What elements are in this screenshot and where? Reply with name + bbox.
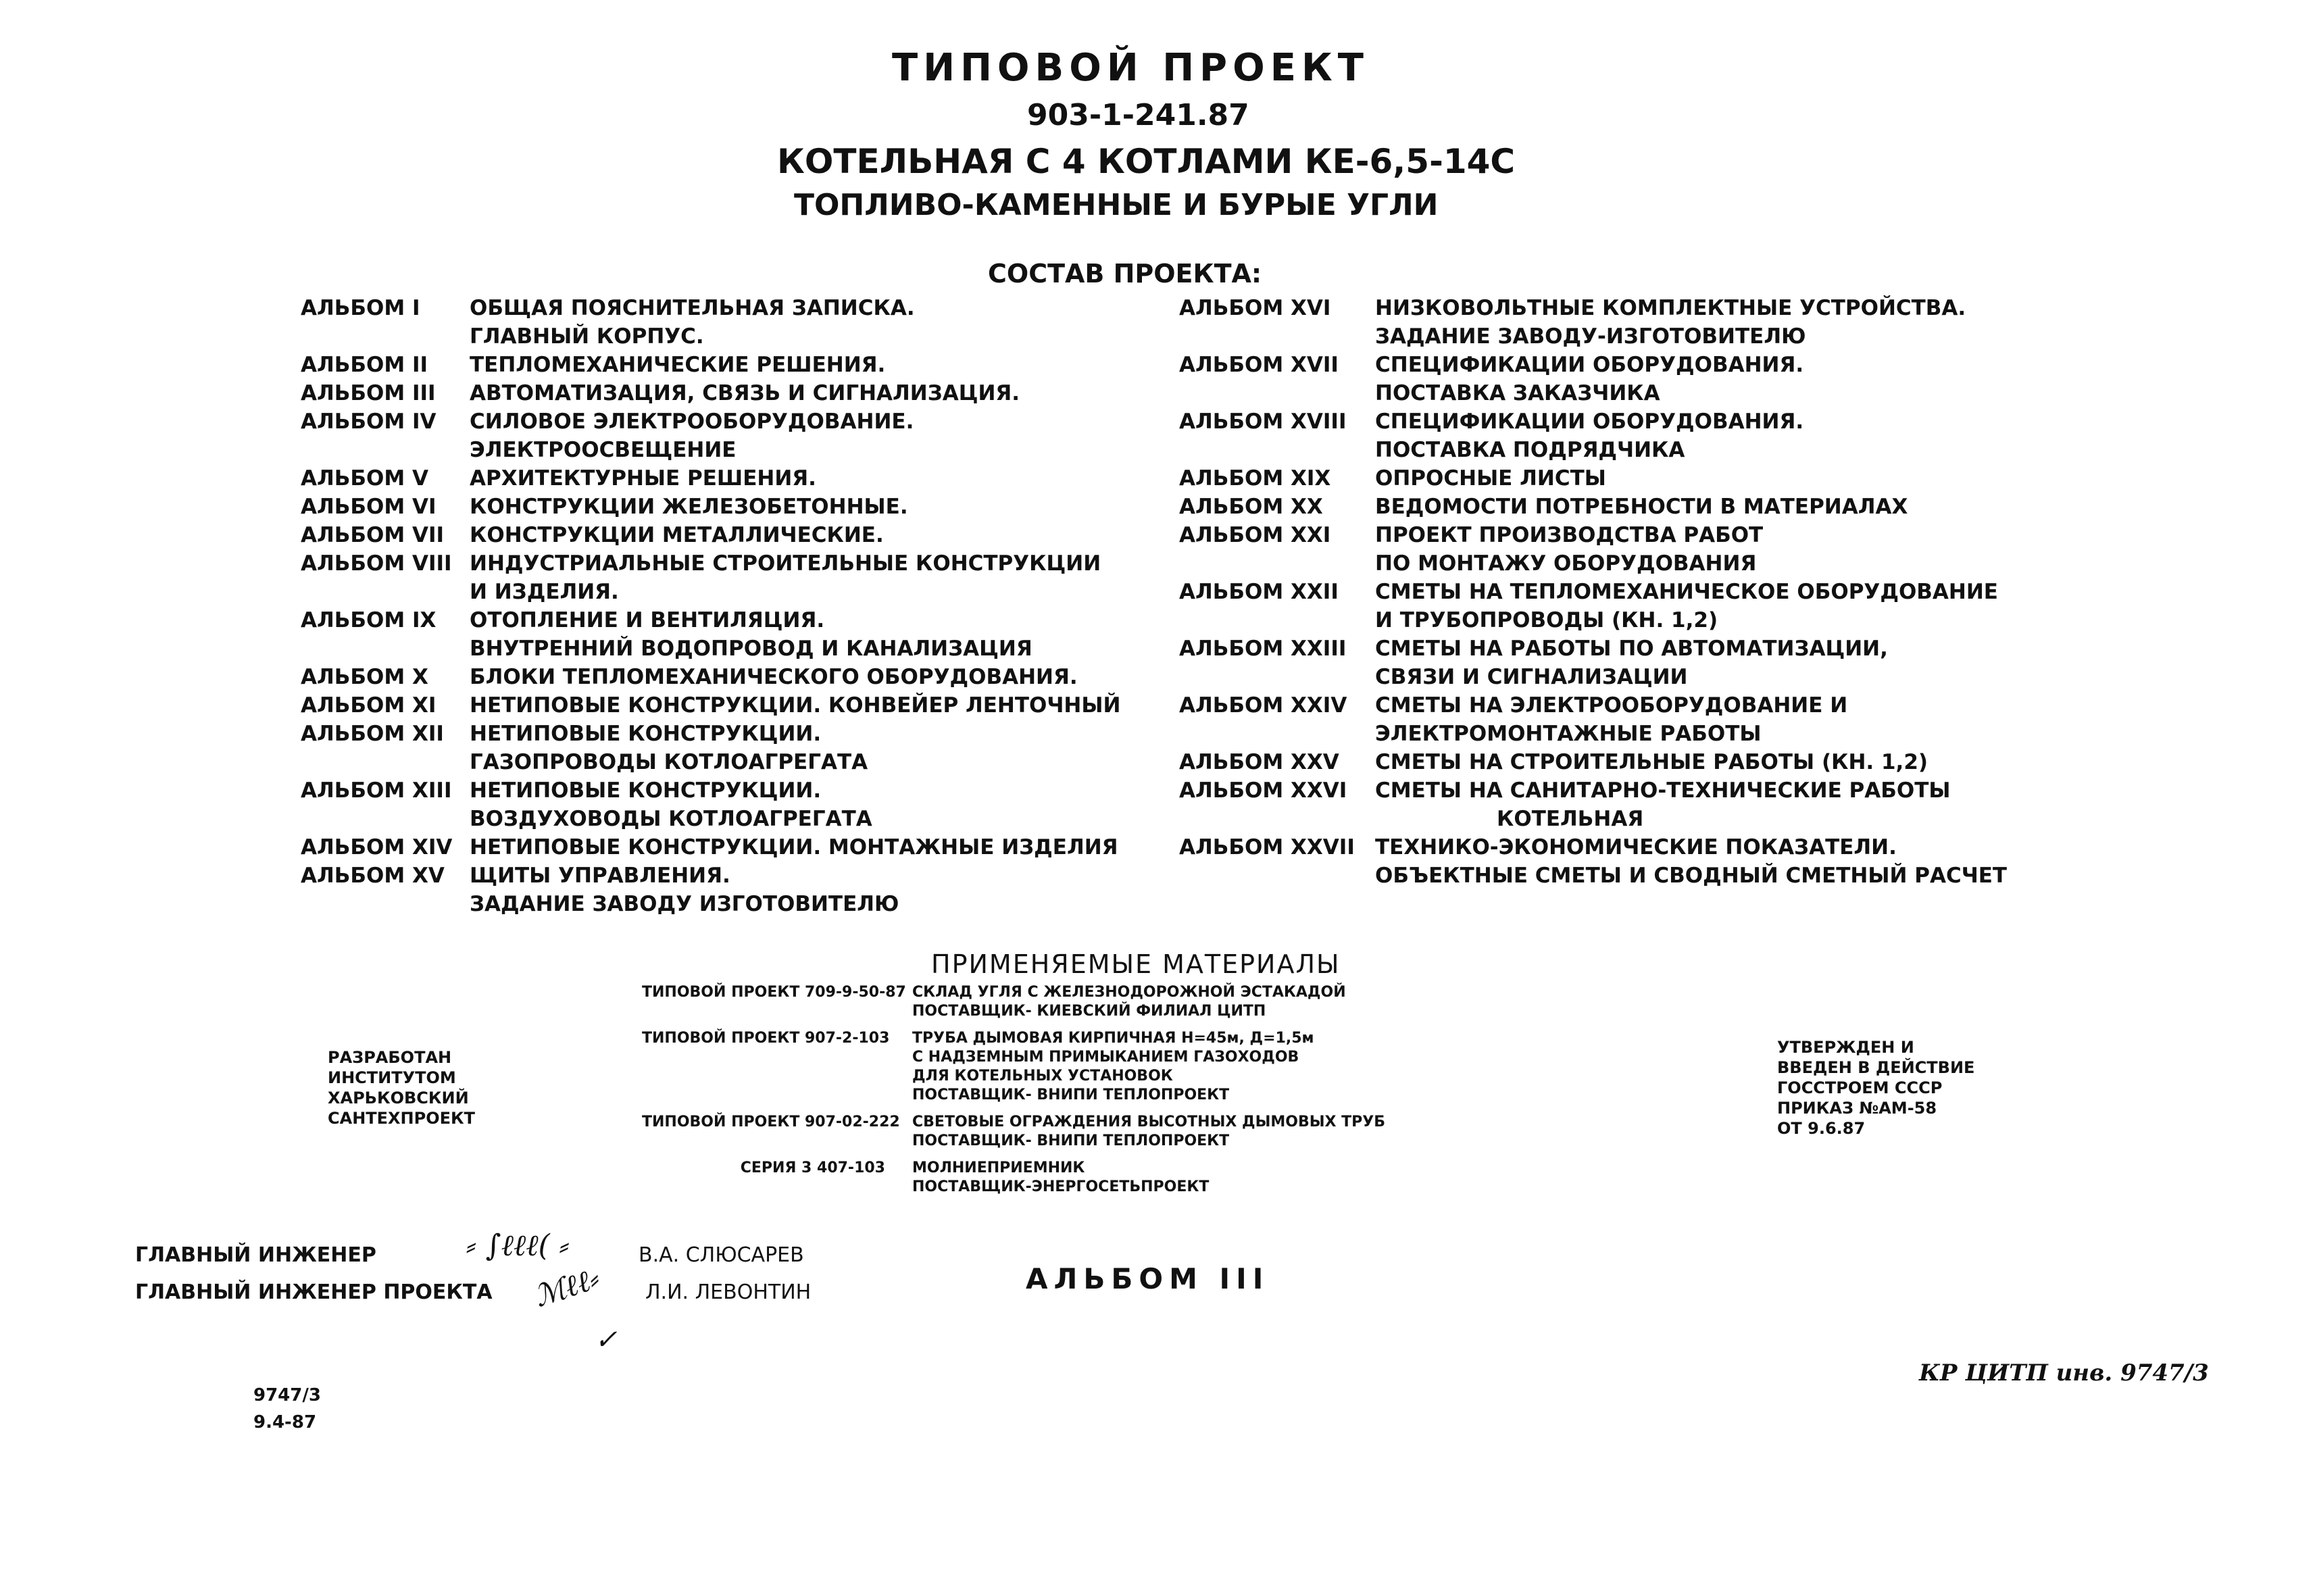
album-number: АЛЬБОМ V [301, 466, 428, 491]
album-description: НЕТИПОВЫЕ КОНСТРУКЦИИ. [470, 722, 822, 746]
chief-project-engineer-name: Л.И. ЛЕВОНТИН [645, 1280, 812, 1304]
material-reference: ТИПОВОЙ ПРОЕКТ 907-02-222 [642, 1114, 900, 1130]
album-number: АЛЬБОМ XIX [1179, 466, 1331, 491]
album-description: ЗАДАНИЕ ЗАВОДУ-ИЗГОТОВИТЕЛЮ [1375, 324, 1806, 349]
material-description: ПОСТАВЩИК-ЭНЕРГОСЕТЬПРОЕКТ [912, 1178, 1210, 1195]
album-description: БЛОКИ ТЕПЛОМЕХАНИЧЕСКОГО ОБОРУДОВАНИЯ. [470, 665, 1078, 689]
album-description: ПРОЕКТ ПРОИЗВОДСТВА РАБОТ [1375, 523, 1764, 547]
album-description: СПЕЦИФИКАЦИИ ОБОРУДОВАНИЯ. [1375, 353, 1804, 377]
album-description: НЕТИПОВЫЕ КОНСТРУКЦИИ. МОНТАЖНЫЕ ИЗДЕЛИЯ [470, 835, 1118, 859]
album-description: КОНСТРУКЦИИ ЖЕЛЕЗОБЕТОННЫЕ. [470, 495, 908, 519]
album-number: АЛЬБОМ XII [301, 722, 444, 746]
album-description: И ТРУБОПРОВОДЫ (КН. 1,2) [1375, 608, 1718, 632]
album-description: СМЕТЫ НА СТРОИТЕЛЬНЫЕ РАБОТЫ (КН. 1,2) [1375, 750, 1928, 774]
album-description: ОПРОСНЫЕ ЛИСТЫ [1375, 466, 1606, 491]
album-description: НИЗКОВОЛЬТНЫЕ КОМПЛЕКТНЫЕ УСТРОЙСТВА. [1375, 296, 1966, 320]
album-description: ЭЛЕКТРОМОНТАЖНЫЕ РАБОТЫ [1375, 722, 1762, 746]
album-number: АЛЬБОМ XIII [301, 778, 452, 803]
inventory-stamp [253, 1382, 321, 1436]
signature-mark: ✓ [595, 1324, 618, 1355]
album-number: АЛЬБОМ III [301, 381, 436, 405]
album-number: АЛЬБОМ I [301, 296, 420, 320]
developer-block [328, 1047, 475, 1128]
materials-title: ПРИМЕНЯЕМЫЕ МАТЕРИАЛЫ [931, 949, 1341, 979]
album-number: АЛЬБОМ XVII [1179, 353, 1339, 377]
album-description: НЕТИПОВЫЕ КОНСТРУКЦИИ. КОНВЕЙЕР ЛЕНТОЧНЫЙ [470, 693, 1121, 718]
album-description: ПОСТАВКА ПОДРЯДЧИКА [1375, 438, 1685, 462]
developer-line: РАЗРАБОТАН [328, 1048, 452, 1067]
album-description: ВОЗДУХОВОДЫ КОТЛОАГРЕГАТА [470, 807, 872, 831]
album-description: ВНУТРЕННИЙ ВОДОПРОВОД И КАНАЛИЗАЦИЯ [470, 637, 1032, 661]
albums-right-column [1179, 294, 2233, 936]
material-description: ПОСТАВЩИК- КИЕВСКИЙ ФИЛИАЛ ЦИТП [912, 1003, 1266, 1020]
album-number: АЛЬБОМ XXIII [1179, 637, 1347, 661]
album-description: ГАЗОПРОВОДЫ КОТЛОАГРЕГАТА [470, 750, 868, 774]
project-number: 903-1-241.87 [1027, 98, 1249, 132]
material-reference: СЕРИЯ 3 407-103 [740, 1159, 885, 1176]
approval-line: УТВЕРЖДЕН И [1777, 1038, 1914, 1057]
album-description: ЭЛЕКТРООСВЕЩЕНИЕ [470, 438, 737, 462]
albums-left-column [301, 294, 1159, 936]
album-description: ПО МОНТАЖУ ОБОРУДОВАНИЯ [1375, 551, 1757, 576]
developer-line: САНТЕХПРОЕКТ [328, 1109, 476, 1128]
album-description: ЩИТЫ УПРАВЛЕНИЯ. [470, 864, 730, 888]
composition-title: СОСТАВ ПРОЕКТА: [988, 259, 1262, 289]
album-number: АЛЬБОМ XXVI [1179, 778, 1347, 803]
album-number: АЛЬБОМ IV [301, 409, 437, 434]
inventory-stamp-line: 9747/3 [253, 1385, 321, 1405]
developer-line: ИНСТИТУТОМ [328, 1068, 456, 1087]
document-title: ТИПОВОЙ ПРОЕКТ [892, 46, 1369, 90]
material-description: ДЛЯ КОТЕЛЬНЫХ УСТАНОВОК [912, 1068, 1173, 1084]
album-number: АЛЬБОМ XXVII [1179, 835, 1355, 859]
album-description: СМЕТЫ НА САНИТАРНО-ТЕХНИЧЕСКИЕ РАБОТЫ [1375, 778, 1951, 803]
album-number: АЛЬБОМ XXII [1179, 580, 1339, 604]
album-description: СМЕТЫ НА ТЕПЛОМЕХАНИЧЕСКОЕ ОБОРУДОВАНИЕ [1375, 580, 1998, 604]
album-description: ОБЩАЯ ПОЯСНИТЕЛЬНАЯ ЗАПИСКА. [470, 296, 915, 320]
approval-line: ГОССТРОЕМ СССР [1777, 1078, 1943, 1097]
album-number: АЛЬБОМ XV [301, 864, 445, 888]
material-reference: ТИПОВОЙ ПРОЕКТ 907-2-103 [642, 1030, 890, 1047]
album-number: АЛЬБОМ VI [301, 495, 437, 519]
album-description: ТЕХНИКО-ЭКОНОМИЧЕСКИЕ ПОКАЗАТЕЛИ. [1375, 835, 1897, 859]
album-number: АЛЬБОМ XVI [1179, 296, 1331, 320]
album-number: АЛЬБОМ VII [301, 523, 445, 547]
developer-line: ХАРЬКОВСКИЙ [328, 1089, 469, 1107]
approval-line: ПРИКАЗ №АМ-58 [1777, 1099, 1937, 1118]
album-description: СМЕТЫ НА РАБОТЫ ПО АВТОМАТИЗАЦИИ, [1375, 637, 1888, 661]
album-description: ОТОПЛЕНИЕ И ВЕНТИЛЯЦИЯ. [470, 608, 825, 632]
album-description: ОБЪЕКТНЫЕ СМЕТЫ И СВОДНЫЙ СМЕТНЫЙ РАСЧЕТ [1375, 864, 2008, 888]
album-description: СВЯЗИ И СИГНАЛИЗАЦИИ [1375, 665, 1688, 689]
registry-stamp: КР ЦИТП инв. 9747/3 [1919, 1360, 2209, 1387]
album-number: АЛЬБОМ IX [301, 608, 437, 632]
inventory-stamp-line: 9.4-87 [253, 1412, 317, 1432]
chief-engineer-name: В.А. СЛЮСАРЕВ [639, 1243, 804, 1267]
album-description: СМЕТЫ НА ЭЛЕКТРООБОРУДОВАНИЕ И [1375, 693, 1848, 718]
album-description: ПОСТАВКА ЗАКАЗЧИКА [1375, 381, 1660, 405]
album-heading: КОТЕЛЬНАЯ [1497, 807, 1644, 831]
album-description: ТЕПЛОМЕХАНИЧЕСКИЕ РЕШЕНИЯ. [470, 353, 886, 377]
album-number: АЛЬБОМ XXI [1179, 523, 1331, 547]
album-description: СПЕЦИФИКАЦИИ ОБОРУДОВАНИЯ. [1375, 409, 1804, 434]
album-number: АЛЬБОМ XXIV [1179, 693, 1347, 718]
materials-list [642, 983, 1656, 1253]
album-number: АЛЬБОМ II [301, 353, 428, 377]
signature-mark: ⸗ ∫ℓℓℓ( ⸗ [466, 1228, 570, 1263]
approval-line: ОТ 9.6.87 [1777, 1119, 1866, 1138]
album-description: ГЛАВНЫЙ КОРПУС. [470, 324, 704, 349]
album-description: ЗАДАНИЕ ЗАВОДУ ИЗГОТОВИТЕЛЮ [470, 892, 899, 916]
signature-mark: ℳℓℓ⸗ [530, 1261, 604, 1314]
chief-engineer-role: ГЛАВНЫЙ ИНЖЕНЕР [135, 1243, 376, 1267]
album-number: АЛЬБОМ XXV [1179, 750, 1339, 774]
album-label: АЛЬБОМ III [1026, 1262, 1270, 1295]
album-number: АЛЬБОМ XX [1179, 495, 1323, 519]
album-description: НЕТИПОВЫЕ КОНСТРУКЦИИ. [470, 778, 822, 803]
material-description: СКЛАД УГЛЯ С ЖЕЛЕЗНОДОРОЖНОЙ ЭСТАКАДОЙ [912, 984, 1346, 1001]
approval-block [1777, 1037, 1974, 1139]
fuel-type: ТОПЛИВО-КАМЕННЫЕ И БУРЫЕ УГЛИ [794, 188, 1439, 222]
material-description: СВЕТОВЫЕ ОГРАЖДЕНИЯ ВЫСОТНЫХ ДЫМОВЫХ ТРУБ [912, 1114, 1386, 1130]
album-number: АЛЬБОМ X [301, 665, 428, 689]
material-reference: ТИПОВОЙ ПРОЕКТ 709-9-50-87 [642, 984, 906, 1001]
album-description: ВЕДОМОСТИ ПОТРЕБНОСТИ В МАТЕРИАЛАХ [1375, 495, 1908, 519]
album-description: СИЛОВОЕ ЭЛЕКТРООБОРУДОВАНИЕ. [470, 409, 914, 434]
album-description: И ИЗДЕЛИЯ. [470, 580, 619, 604]
material-description: ТРУБА ДЫМОВАЯ КИРПИЧНАЯ Н=45м, Д=1,5м [912, 1030, 1314, 1047]
album-number: АЛЬБОМ VIII [301, 551, 452, 576]
album-number: АЛЬБОМ XIV [301, 835, 453, 859]
project-name: КОТЕЛЬНАЯ С 4 КОТЛАМИ КЕ-6,5-14С [777, 142, 1516, 181]
material-description: С НАДЗЕМНЫМ ПРИМЫКАНИЕМ ГАЗОХОДОВ [912, 1049, 1299, 1066]
chief-project-engineer-role: ГЛАВНЫЙ ИНЖЕНЕР ПРОЕКТА [135, 1280, 493, 1304]
album-description: АРХИТЕКТУРНЫЕ РЕШЕНИЯ. [470, 466, 816, 491]
material-description: МОЛНИЕПРИЕМНИК [912, 1159, 1085, 1176]
album-number: АЛЬБОМ XVIII [1179, 409, 1347, 434]
album-description: КОНСТРУКЦИИ МЕТАЛЛИЧЕСКИЕ. [470, 523, 884, 547]
material-description: ПОСТАВЩИК- ВНИПИ ТЕПЛОПРОЕКТ [912, 1087, 1230, 1103]
approval-line: ВВЕДЕН В ДЕЙСТВИЕ [1777, 1058, 1975, 1077]
material-description: ПОСТАВЩИК- ВНИПИ ТЕПЛОПРОЕКТ [912, 1132, 1230, 1149]
album-number: АЛЬБОМ XI [301, 693, 437, 718]
album-description: АВТОМАТИЗАЦИЯ, СВЯЗЬ И СИГНАЛИЗАЦИЯ. [470, 381, 1020, 405]
album-description: ИНДУСТРИАЛЬНЫЕ СТРОИТЕЛЬНЫЕ КОНСТРУКЦИИ [470, 551, 1101, 576]
